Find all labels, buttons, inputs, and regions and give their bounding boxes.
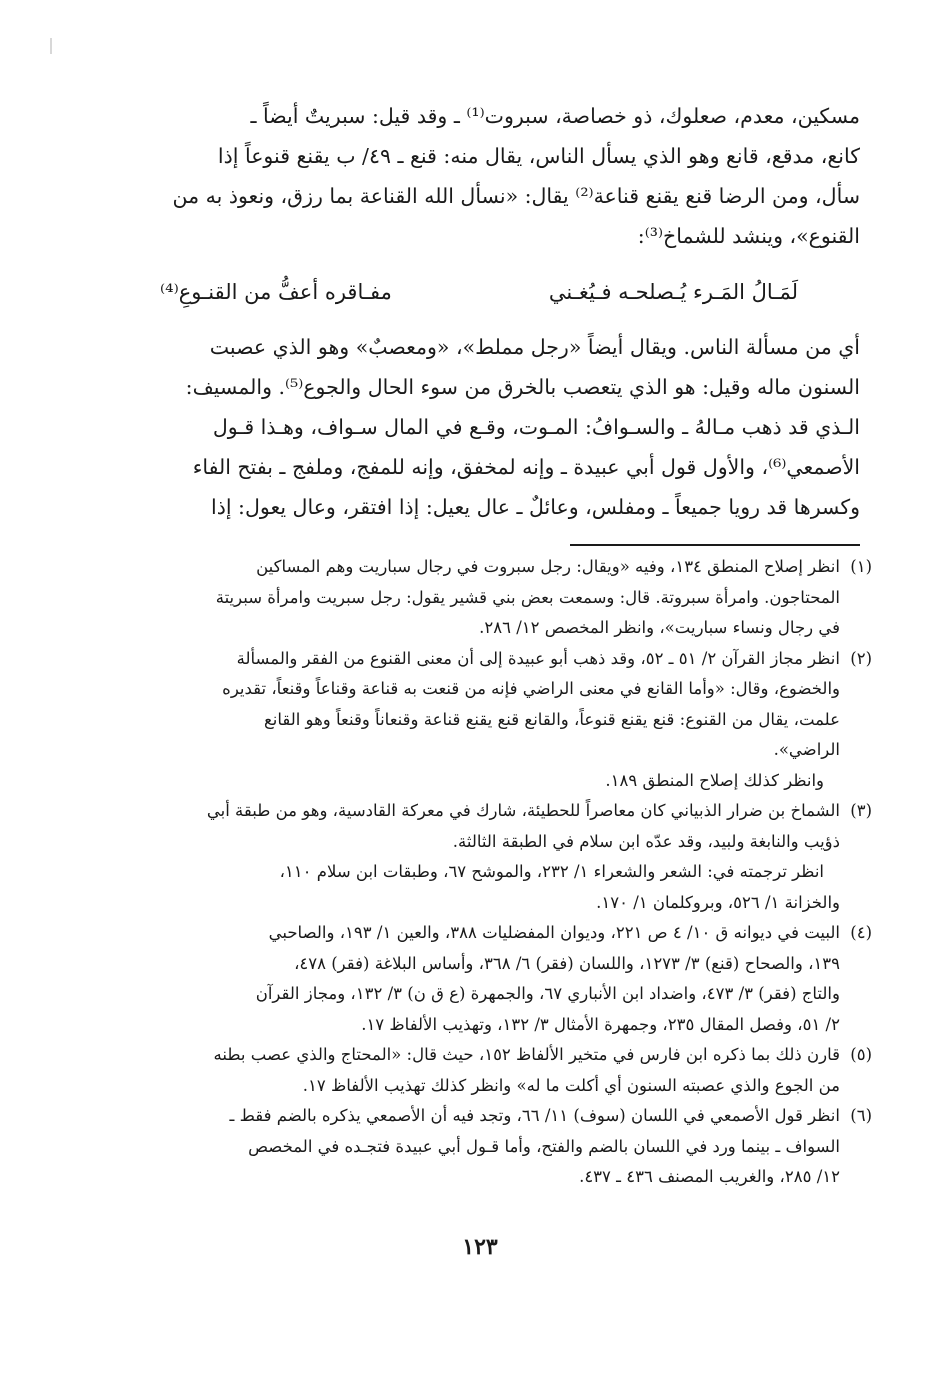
footnote-line: والخزانة ١/ ٥٢٦، وبروكلمان ١/ ١٧٠. [596,892,840,912]
verse-second-hemistich: مفـاقره أعفُّ من القنـوعِ⁽⁴⁾ [160,280,392,304]
footnote-separator [570,544,860,546]
footnote-number: (٢) [850,648,872,668]
footnote-number: (١) [850,557,872,576]
footnote-number: (٦) [850,1106,872,1125]
footnote-3 [160,796,870,918]
footnote-line: انظر قول الأصمعي في اللسان (سوف) ١١/ ٦٦، وتجد فيه أن الأصمعي يذكره بالضم فقط ـ [229,1106,840,1125]
footnote-number: (٥) [850,1045,872,1064]
main-line: السنون ماله وقيل: هو الذي يتعصب بالخرق من سوء الحال والجوع⁽⁵⁾. والمسيف: [185,375,860,399]
margin-mark [50,38,52,54]
poetry-verse [160,270,860,314]
footnote-line: الراضي». [773,740,840,759]
footnote-line: المحتاجون. وامرأة سبروتة. قال: وسمعت بعض بني قشير يقول: رجل سبريت وامرأة سبريتة [215,587,840,607]
main-line: سأل، ومن الرضا قنع يقنع قناعة⁽²⁾ يقال: «نسأل الله القناعة بما رزق، ونعوذ به من [172,184,860,208]
footnote-5 [160,1040,870,1101]
footnote-line: في رجال ونساء سباريت»، وانظر المخصص ١٢/ ٢٨٦. [479,618,840,637]
footnote-line: ١٣٩، والصحاح (قنع) ٣/ ١٢٧٣، واللسان (فقر) ٦/ ٣٦٨، وأساس البلاغة (فقر) ٤٧٨، [294,953,840,973]
main-line: كانع، مدقع، قانع وهو الذي يسأل الناس، يقال منه: قنع ـ ٤٩/ ب يقنع قنوعاً إذا [217,144,860,168]
footnote-number: (٣) [850,801,872,820]
footnote-line: ذؤيب والنابغة ولبيد، وقد عدّه ابن سلام في الطبقة الثالثة. [452,831,840,851]
footnote-line: علمت، يقال من القنوع: قنع يقنع قنوعاً، والقانع قنع يقنع قناعة وقنعاناً وقنعاً وهو القانع [263,709,840,729]
main-text-block-2 [160,327,860,527]
main-line: مسكين، معدم، صعلوك، ذو خصاصة، سبروت⁽¹⁾ ـ وقد قيل: سبريتٌ أيضاً ـ [250,104,860,128]
footnote-2 [160,644,870,797]
footnote-line: والتاج (فقر) ٣/ ٤٧٣، واضداد ابن الأنباري ٦٧، والجمهرة (ع ق ن) ٣/ ١٣٢، ومجاز القرآن [255,984,840,1003]
footnote-number: (٤) [850,923,872,942]
main-line: القنوع»، وينشد للشماخ⁽³⁾: [637,224,860,248]
footnote-line: انظر مجاز القرآن ٢/ ٥١ ـ ٥٢، وقد ذهب أبو عبيدة إلى أن معنى القنوع من الفقر والمسألة [236,648,840,668]
footnote-line: السواف ـ بينما ورد في اللسان بالضم والفتح، وأما قـول أبي عبيدة فتجـده في المخصص [248,1136,840,1156]
verse-first-hemistich: لَمَـالُ المَـرء يُـصلحـه فـيُغـني [548,280,798,304]
footnote-line: ١٢/ ٢٨٥، والغريب المصنف ٤٣٦ ـ ٤٣٧. [579,1167,840,1186]
footnote-line: البيت في ديوانه ق ١٠/ ٤ ص ٢٢١، وديوان المفضليات ٣٨٨، والعين ١/ ١٩٣، والصاحبي [268,923,840,942]
footnote-line: والخضوع، وقال: «وأما القانع في معنى الراضي فإنه من قنعت به قناعة وقناعاً وقنعاً، تقديره [222,679,840,698]
footnote-line: من الجوع والذي عصبته السنون أي أكلت ما له» وانظر كذلك تهذيب الألفاظ ١٧. [302,1075,840,1095]
main-line: الـذي قد ذهب مـالهُ ـ والسـوافُ: المـوت، وقـع في المال سـواف، وهـذا قـول [212,415,860,439]
footnote-line: الشماخ بن ضرار الذبياني كان معاصراً للحطيئة، شارك في معركة القادسية، وهو من طبقة أبي [206,801,840,820]
footnote-1 [160,552,870,644]
main-line: الأصمعي⁽⁶⁾، والأول قول أبي عبيدة ـ وإنه لمخفق، وإنه للمفج، وملفج ـ بفتح الفاء [192,455,860,479]
footnotes [160,552,870,1193]
footnote-line: انظر إصلاح المنطق ١٣٤، وفيه «ويقال: رجل سبروت في رجال سباريت وهم المساكين [256,557,840,576]
footnote-line: انظر ترجمته في: الشعر والشعراء ١/ ٢٣٢، والموشح ٦٧، وطبقات ابن سلام ١١٠، [279,862,824,881]
footnote-line: وانظر كذلك إصلاح المنطق ١٨٩. [605,770,824,790]
footnote-line: قارن ذلك بما ذكره ابن فارس في متخير الألفاظ ١٥٢، حيث قال: «المحتاج والذي عصب بطنه [213,1045,840,1064]
main-line: وكسرها قد رويا جميعاً ـ ومفلس، وعائلٌ ـ عال يعيل: إذا افتقر، وعال يعول: إذا [211,495,860,519]
main-text-block-1 [160,96,860,256]
page-number: ١٢٣ [462,1234,498,1260]
footnote-6 [160,1101,870,1193]
main-line: أي من مسألة الناس. ويقال أيضاً «رجل مملط»، «ومعصبٌ» وهو الذي عصبت [209,335,860,359]
footnote-4 [160,918,870,1040]
footnote-line: ٢/ ٥١، وفصل المقال ٢٣٥، وجمهرة الأمثال ٣/ ١٣٢، وتهذيب الألفاظ ١٧. [361,1014,840,1034]
